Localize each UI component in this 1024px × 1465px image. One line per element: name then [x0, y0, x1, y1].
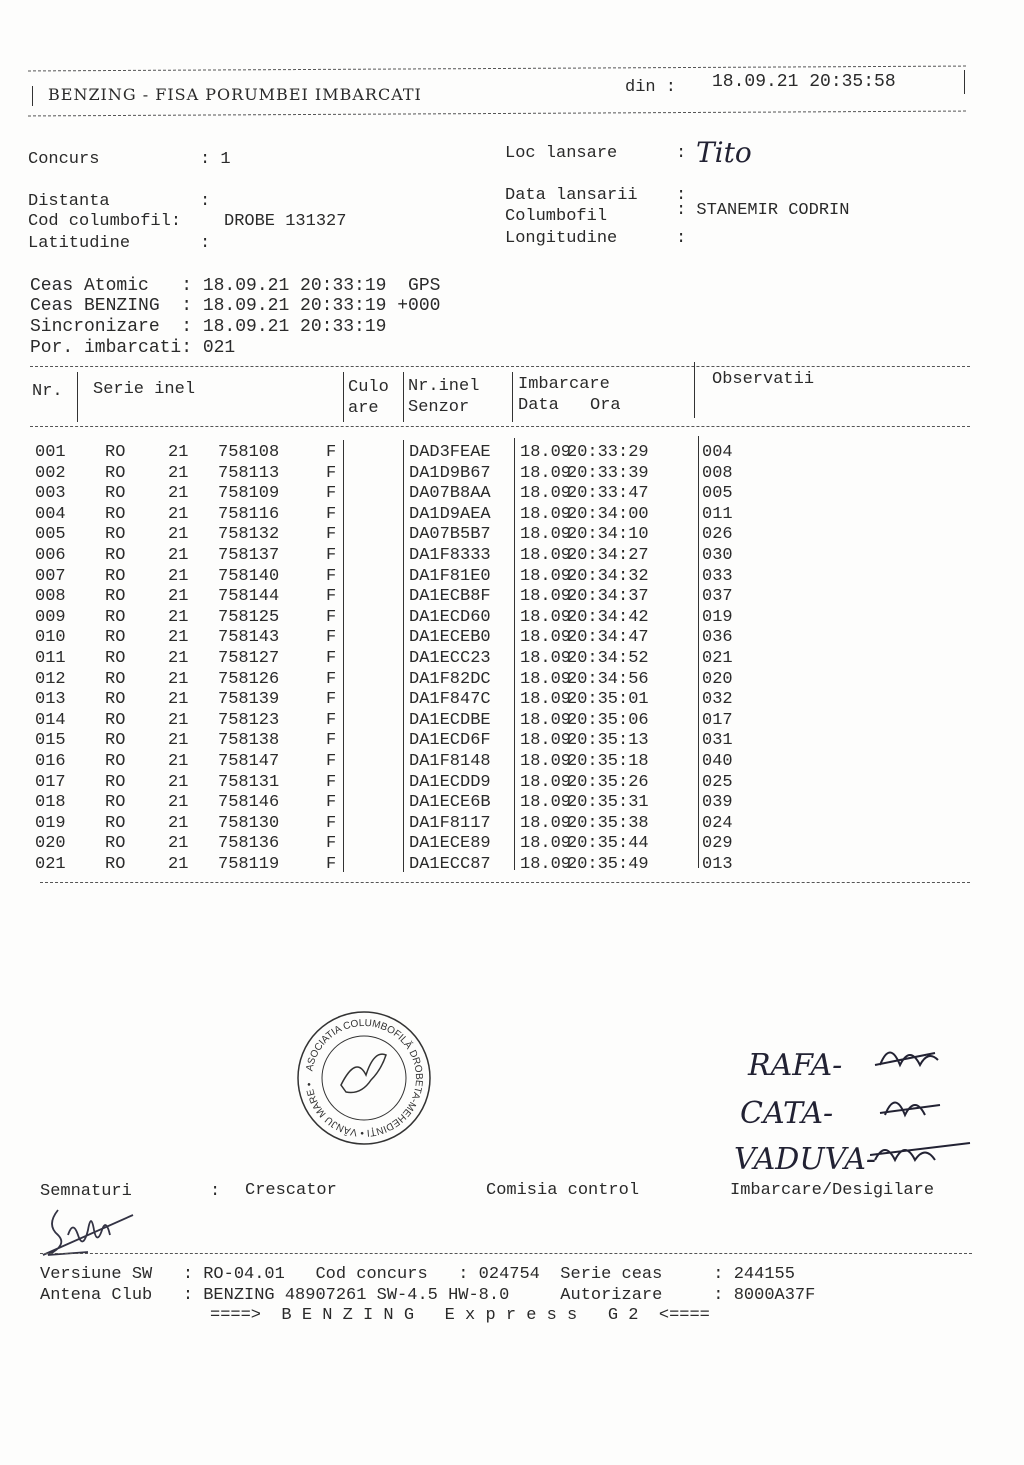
header-senzor: Senzor — [408, 398, 470, 417]
cell-time: 20:33:47 — [567, 484, 649, 504]
cell-time: 20:35:44 — [567, 834, 649, 854]
cell-time: 20:35:18 — [567, 752, 649, 771]
header-ora: Ora — [590, 396, 621, 415]
cell-sex: F — [326, 463, 337, 483]
cell-ring-number: 758123 — [218, 710, 280, 730]
table-row — [0, 505, 1000, 525]
cell-ring-number: 758127 — [218, 649, 280, 668]
cell-country: RO — [105, 484, 126, 504]
cell-sex: F — [326, 649, 337, 668]
club-stamp — [296, 1010, 432, 1146]
cell-sensor-ring: DA1F8148 — [409, 752, 491, 771]
header-observatii: Observatii — [712, 370, 815, 389]
cell-nr: 014 — [35, 710, 66, 730]
semnaturi-label: Semnaturi — [40, 1182, 132, 1201]
cell-time: 20:33:29 — [567, 443, 649, 462]
table-row — [0, 649, 1000, 669]
cell-sex: F — [326, 587, 337, 607]
cell-year: 21 — [168, 813, 189, 833]
cell-nr: 021 — [35, 855, 66, 874]
divider — [40, 1253, 972, 1254]
header-culoare-2: are — [348, 399, 379, 418]
data-lansarii-label: Data lansarii — [505, 186, 638, 205]
divider — [77, 372, 78, 422]
cell-observation: 036 — [702, 628, 733, 648]
divider — [964, 70, 965, 94]
cell-ring-number: 758140 — [218, 566, 280, 586]
cell-sex: F — [326, 484, 337, 504]
data-lansarii-value: : — [676, 186, 687, 205]
cell-year: 21 — [168, 669, 189, 689]
cell-country: RO — [105, 752, 126, 771]
distanta-label: Distanta — [28, 192, 110, 211]
cell-date: 18.09 — [520, 628, 572, 648]
cell-observation: 033 — [702, 566, 733, 586]
cell-sex: F — [326, 504, 337, 524]
cell-ring-number: 758131 — [218, 772, 280, 792]
cell-observation: 030 — [702, 546, 733, 565]
cell-observation: 032 — [702, 690, 733, 710]
cell-sex: F — [326, 772, 337, 792]
cell-nr: 016 — [35, 752, 66, 771]
cell-year: 21 — [168, 504, 189, 524]
loc-lansare-handwritten: Tito — [696, 136, 752, 169]
cell-sensor-ring: DA1ECDD9 — [409, 772, 491, 792]
table-row — [0, 773, 1000, 793]
divider — [403, 372, 404, 422]
cell-sex: F — [326, 607, 337, 627]
handwritten-cata: CATA- — [740, 1096, 834, 1131]
separator: : — [676, 144, 687, 163]
comisia-control-label: Comisia control — [486, 1181, 640, 1200]
cell-date: 18.09 — [520, 834, 572, 854]
cell-country: RO — [105, 504, 126, 524]
concurs-value: : 1 — [200, 150, 231, 169]
cell-observation: 019 — [702, 607, 733, 627]
cell-nr: 012 — [35, 669, 66, 689]
cell-date: 18.09 — [520, 649, 572, 668]
cell-sensor-ring: DA1F82DC — [409, 669, 491, 689]
divider — [28, 66, 966, 72]
cell-time: 20:34:37 — [567, 587, 649, 607]
cell-nr: 020 — [35, 834, 66, 854]
divider — [40, 882, 970, 883]
cell-country: RO — [105, 669, 126, 689]
cell-year: 21 — [168, 731, 189, 751]
cell-nr: 017 — [35, 772, 66, 792]
cell-nr: 003 — [35, 484, 66, 504]
table-row — [0, 525, 1000, 545]
table-row — [0, 567, 1000, 587]
cell-year: 21 — [168, 793, 189, 813]
footer-line-1: Versiune SW : RO-04.01 Cod concurs : 024754 Serie ceas : 244155 — [40, 1265, 795, 1284]
cell-country: RO — [105, 463, 126, 483]
cell-date: 18.09 — [520, 669, 572, 689]
cell-nr: 011 — [35, 649, 66, 668]
cell-time: 20:35:26 — [567, 772, 649, 792]
cell-nr: 019 — [35, 813, 66, 833]
cell-sensor-ring: DA1ECC23 — [409, 649, 491, 668]
loc-lansare-label: Loc lansare — [505, 144, 618, 163]
cell-sensor-ring: DA1F8333 — [409, 546, 491, 565]
header-nr-inel: Nr.inel — [408, 377, 480, 396]
cell-sensor-ring: DA1ECC87 — [409, 855, 491, 874]
cod-columbofil-label: Cod columbofil: — [28, 212, 182, 231]
header-culoare: Culo — [348, 378, 389, 397]
cell-time: 20:33:39 — [567, 463, 649, 483]
cell-year: 21 — [168, 628, 189, 648]
table-row — [0, 834, 1000, 854]
cell-sensor-ring: DA1ECE89 — [409, 834, 491, 854]
cell-date: 18.09 — [520, 546, 572, 565]
cell-date: 18.09 — [520, 443, 572, 462]
cell-sex: F — [326, 669, 337, 689]
cell-time: 20:35:01 — [567, 690, 649, 710]
cell-country: RO — [105, 525, 126, 545]
cell-year: 21 — [168, 690, 189, 710]
cell-observation: 039 — [702, 793, 733, 813]
cell-time: 20:35:49 — [567, 855, 649, 874]
ceas-benzing: Ceas BENZING : 18.09.21 20:33:19 +000 — [30, 296, 441, 316]
cell-sensor-ring: DA1F847C — [409, 690, 491, 710]
table-row — [0, 587, 1000, 607]
cell-ring-number: 758147 — [218, 752, 280, 771]
cell-country: RO — [105, 793, 126, 813]
cell-observation: 020 — [702, 669, 733, 689]
cell-observation: 021 — [702, 649, 733, 668]
cell-nr: 007 — [35, 566, 66, 586]
din-label: din : — [625, 78, 677, 97]
footer-line-3: ====> B E N Z I N G E x p r e s s G 2 <==== — [210, 1306, 710, 1325]
cell-ring-number: 758138 — [218, 731, 280, 751]
por-imbarcati: Por. imbarcati: 021 — [30, 338, 236, 358]
cell-date: 18.09 — [520, 504, 572, 524]
cell-year: 21 — [168, 587, 189, 607]
cell-sensor-ring: DA1ECB8F — [409, 587, 491, 607]
cell-date: 18.09 — [520, 587, 572, 607]
longitudine-value: : — [676, 229, 687, 248]
cell-sex: F — [326, 443, 337, 462]
cell-ring-number: 758119 — [218, 855, 280, 874]
cell-year: 21 — [168, 463, 189, 483]
cell-sex: F — [326, 813, 337, 833]
cell-sex: F — [326, 546, 337, 565]
cell-sensor-ring: DA1ECE6B — [409, 793, 491, 813]
cell-nr: 006 — [35, 546, 66, 565]
cell-time: 20:35:13 — [567, 731, 649, 751]
cell-sensor-ring: DA1D9AEA — [409, 504, 491, 524]
cell-observation: 029 — [702, 834, 733, 854]
cell-sex: F — [326, 855, 337, 874]
cell-date: 18.09 — [520, 855, 572, 874]
cell-sensor-ring: DAD3FEAE — [409, 443, 491, 462]
cell-sex: F — [326, 731, 337, 751]
distanta-value: : — [200, 192, 211, 211]
header-imbarcare: Imbarcare — [518, 375, 610, 394]
cell-sex: F — [326, 752, 337, 771]
cell-year: 21 — [168, 710, 189, 730]
header-nr: Nr. — [32, 382, 63, 401]
cell-time: 20:34:56 — [567, 669, 649, 689]
table-row — [0, 546, 1000, 566]
cell-ring-number: 758116 — [218, 504, 280, 524]
commission-signatures — [870, 1035, 980, 1175]
cell-sex: F — [326, 566, 337, 586]
cell-sensor-ring: DA1D9B67 — [409, 463, 491, 483]
cell-observation: 026 — [702, 525, 733, 545]
cell-year: 21 — [168, 752, 189, 771]
header-data: Data — [518, 396, 559, 415]
cell-observation: 031 — [702, 731, 733, 751]
cell-date: 18.09 — [520, 793, 572, 813]
cell-time: 20:34:42 — [567, 607, 649, 627]
cell-year: 21 — [168, 649, 189, 668]
cell-year: 21 — [168, 484, 189, 504]
cell-sex: F — [326, 628, 337, 648]
cell-time: 20:35:31 — [567, 793, 649, 813]
cell-date: 18.09 — [520, 710, 572, 730]
cell-time: 20:35:38 — [567, 813, 649, 833]
cell-sensor-ring: DA1ECDBE — [409, 710, 491, 730]
cell-country: RO — [105, 772, 126, 792]
cell-sensor-ring: DA1ECD60 — [409, 607, 491, 627]
table-row — [0, 855, 1000, 875]
cell-sensor-ring: DA1F8117 — [409, 813, 491, 833]
cell-country: RO — [105, 587, 126, 607]
cell-ring-number: 758125 — [218, 607, 280, 627]
cell-nr: 004 — [35, 504, 66, 524]
cell-country: RO — [105, 690, 126, 710]
cell-ring-number: 758113 — [218, 463, 280, 483]
cell-observation: 013 — [702, 855, 733, 874]
table-row — [0, 690, 1000, 710]
table-row — [0, 670, 1000, 690]
table-row — [0, 814, 1000, 834]
cell-sex: F — [326, 834, 337, 854]
sincronizare: Sincronizare : 18.09.21 20:33:19 — [30, 317, 387, 337]
cell-country: RO — [105, 710, 126, 730]
cell-country: RO — [105, 834, 126, 854]
cell-observation: 008 — [702, 463, 733, 483]
cell-nr: 010 — [35, 628, 66, 648]
cell-nr: 002 — [35, 463, 66, 483]
footer-line-2: Antena Club : BENZING 48907261 SW-4.5 HW-8.0 Autorizare : 8000A37F — [40, 1286, 816, 1305]
cell-date: 18.09 — [520, 525, 572, 545]
concurs-label: Concurs — [28, 150, 100, 169]
cell-time: 20:34:52 — [567, 649, 649, 668]
cell-nr: 008 — [35, 587, 66, 607]
cell-date: 18.09 — [520, 607, 572, 627]
table-row — [0, 793, 1000, 813]
cell-date: 18.09 — [520, 772, 572, 792]
cell-sensor-ring: DA07B5B7 — [409, 525, 491, 545]
cell-ring-number: 758144 — [218, 587, 280, 607]
table-row — [0, 752, 1000, 772]
cell-country: RO — [105, 443, 126, 462]
cell-ring-number: 758132 — [218, 525, 280, 545]
document-title: BENZING - FISA PORUMBEI IMBARCATI — [48, 85, 422, 104]
cell-date: 18.09 — [520, 484, 572, 504]
columbofil-label: Columbofil — [505, 207, 608, 226]
cell-observation: 025 — [702, 772, 733, 792]
latitudine-label: Latitudine — [28, 234, 131, 253]
cell-nr: 009 — [35, 607, 66, 627]
handwritten-vaduva: VADUVA- — [734, 1142, 877, 1177]
cell-year: 21 — [168, 607, 189, 627]
handwritten-rafa: RAFA- — [748, 1048, 843, 1083]
cell-ring-number: 758126 — [218, 669, 280, 689]
divider — [32, 86, 33, 106]
imbarcare-desigilare-label: Imbarcare/Desigilare — [730, 1181, 935, 1200]
columbofil-value: : STANEMIR CODRIN — [676, 201, 850, 220]
cell-time: 20:34:27 — [567, 546, 649, 565]
cell-sex: F — [326, 793, 337, 813]
table-row — [0, 731, 1000, 751]
cell-nr: 013 — [35, 690, 66, 710]
cell-nr: 005 — [35, 525, 66, 545]
divider — [30, 366, 970, 367]
cell-year: 21 — [168, 855, 189, 874]
cell-year: 21 — [168, 443, 189, 462]
table-row — [0, 711, 1000, 731]
cell-ring-number: 758146 — [218, 793, 280, 813]
cell-ring-number: 758137 — [218, 546, 280, 565]
cell-year: 21 — [168, 834, 189, 854]
cell-year: 21 — [168, 525, 189, 545]
divider — [28, 111, 966, 117]
divider — [30, 426, 970, 427]
table-row — [0, 443, 1000, 463]
cell-date: 18.09 — [520, 752, 572, 771]
divider — [343, 372, 344, 422]
cell-date: 18.09 — [520, 566, 572, 586]
stamp-text: ASOCIATIA COLUMBOFILĂ DROBETA-MEHEDINȚI • VÂNJU MARE • — [304, 1017, 425, 1139]
cell-sex: F — [326, 690, 337, 710]
cell-ring-number: 758136 — [218, 834, 280, 854]
cell-country: RO — [105, 546, 126, 565]
cell-observation: 024 — [702, 813, 733, 833]
table-row — [0, 628, 1000, 648]
cell-date: 18.09 — [520, 731, 572, 751]
table-row — [0, 464, 1000, 484]
latitudine-value: : — [200, 234, 211, 253]
divider — [694, 362, 695, 418]
cell-observation: 011 — [702, 504, 733, 524]
cell-observation: 017 — [702, 710, 733, 730]
cell-year: 21 — [168, 546, 189, 565]
divider — [512, 372, 513, 422]
cell-country: RO — [105, 813, 126, 833]
cell-year: 21 — [168, 772, 189, 792]
separator: : — [210, 1182, 221, 1201]
cell-country: RO — [105, 855, 126, 874]
crescator-signature — [38, 1205, 148, 1265]
cell-country: RO — [105, 566, 126, 586]
cell-time: 20:34:32 — [567, 566, 649, 586]
cell-date: 18.09 — [520, 690, 572, 710]
cell-sensor-ring: DA1F81E0 — [409, 566, 491, 586]
cell-date: 18.09 — [520, 463, 572, 483]
cell-date: 18.09 — [520, 813, 572, 833]
cell-observation: 004 — [702, 443, 733, 462]
cell-sensor-ring: DA1ECD6F — [409, 731, 491, 751]
cell-observation: 037 — [702, 587, 733, 607]
cell-country: RO — [105, 731, 126, 751]
header-serie-inel: Serie inel — [93, 380, 196, 399]
cell-country: RO — [105, 649, 126, 668]
crescator-label: Crescator — [245, 1181, 337, 1200]
cell-nr: 015 — [35, 731, 66, 751]
cod-columbofil-value: DROBE 131327 — [224, 212, 347, 231]
cell-country: RO — [105, 607, 126, 627]
cell-sensor-ring: DA1ECEB0 — [409, 628, 491, 648]
cell-observation: 005 — [702, 484, 733, 504]
cell-nr: 018 — [35, 793, 66, 813]
cell-sex: F — [326, 525, 337, 545]
cell-ring-number: 758139 — [218, 690, 280, 710]
cell-nr: 001 — [35, 443, 66, 462]
cell-sex: F — [326, 710, 337, 730]
cell-country: RO — [105, 628, 126, 648]
cell-observation: 040 — [702, 752, 733, 771]
cell-time: 20:35:06 — [567, 710, 649, 730]
table-row — [0, 484, 1000, 504]
cell-ring-number: 758109 — [218, 484, 280, 504]
cell-year: 21 — [168, 566, 189, 586]
cell-time: 20:34:47 — [567, 628, 649, 648]
cell-ring-number: 758143 — [218, 628, 280, 648]
table-row — [0, 608, 1000, 628]
longitudine-label: Longitudine — [505, 229, 618, 248]
cell-ring-number: 758108 — [218, 443, 280, 462]
ceas-atomic: Ceas Atomic : 18.09.21 20:33:19 GPS — [30, 276, 441, 296]
cell-ring-number: 758130 — [218, 813, 280, 833]
cell-sensor-ring: DA07B8AA — [409, 484, 491, 504]
cell-time: 20:34:10 — [567, 525, 649, 545]
cell-time: 20:34:00 — [567, 504, 649, 524]
din-value: 18.09.21 20:35:58 — [712, 72, 896, 92]
